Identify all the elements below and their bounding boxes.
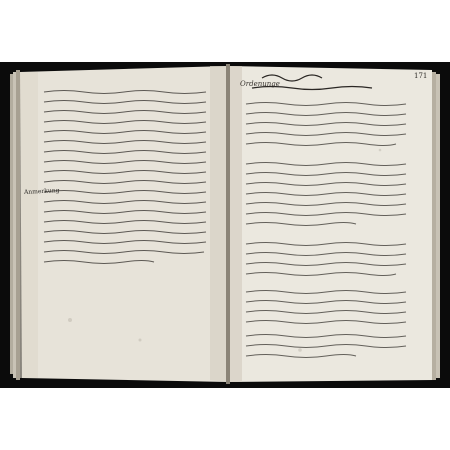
right-page-heading: Ordenunge	[240, 80, 280, 88]
right-page-edges	[432, 72, 440, 380]
left-page-edges	[10, 70, 20, 380]
left-margin-note: Anmerkung	[23, 187, 60, 196]
gutter-shadow	[226, 64, 230, 384]
folio-number: 171	[414, 72, 428, 80]
